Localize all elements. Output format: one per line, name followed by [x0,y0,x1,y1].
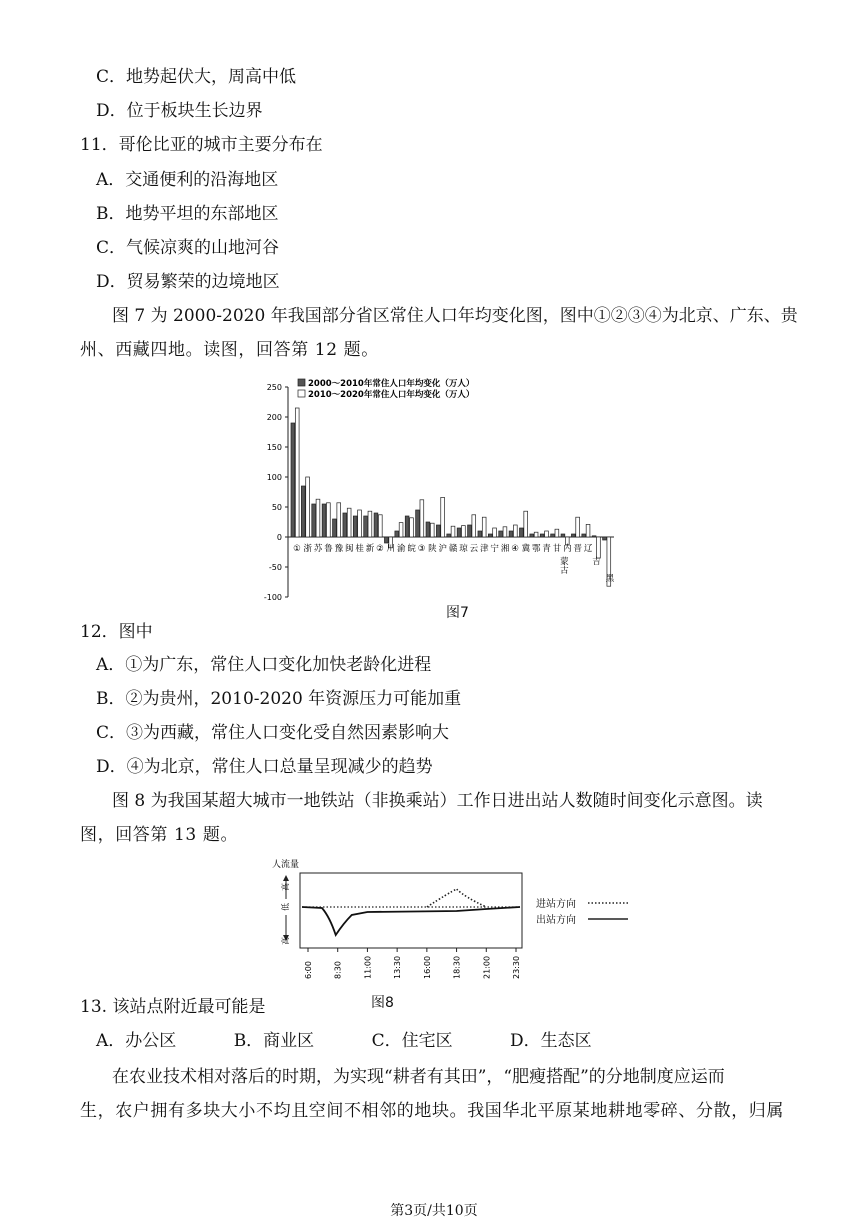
fig7-x-label: 青 [542,544,551,554]
fig7-y-tick-label: 100 [266,473,282,482]
page-footer: 第3页/共10页 [390,1203,478,1219]
fig8-legend-in: 进站方向 [536,899,576,910]
fig7-y-tick-label: 250 [266,383,282,392]
fig7-bar-2000-2010 [530,534,534,537]
fig7-bar-2000-2010 [384,537,388,543]
fig7-bar-2000-2010 [426,522,430,537]
fig7-bar-2000-2010 [447,534,451,537]
fig7-x-label: 晋 [573,544,583,554]
fig8-y-high-top: 高 [281,883,290,891]
fig7-x-label: 辽 [583,544,593,554]
fig7-x-label: 浙 [303,544,312,554]
fig7-bar-2010-2020 [295,408,299,537]
figure-7-bar-chart [252,375,622,607]
fig7-x-label: 鲁 [324,544,333,554]
fig7-bar-2010-2020 [410,518,414,537]
fig7-x-label: 新 [365,544,375,554]
q11-option-b: B．地势平坦的东部地区 [96,204,279,224]
q13-options [96,1030,644,1052]
fig7-bar-2010-2020 [306,477,310,537]
q12-option-c: C．③为西藏，常住人口变化受自然因素影响大 [96,723,450,743]
fig7-bar-2010-2020 [482,517,486,537]
q10-option-c: C．地势起伏大，周高中低 [96,67,297,87]
fig7-bar-2000-2010 [540,534,544,537]
fig7-legend-label-1: 2000～2010年常住人口年均变化（万人） [308,379,475,389]
fig8-x-tick-label: 16:00 [422,955,432,979]
q13-option-a: A．办公区 [96,1031,177,1051]
fig8-y-high-bottom: 高 [281,937,290,945]
fig7-y-tick-label: 50 [271,503,282,512]
q13-stem: 13. 该站点附近最可能是 [80,997,266,1017]
fig7-bar-2000-2010 [592,536,596,537]
fig7-bar-2000-2010 [291,423,295,537]
q10-option-d: D．位于板块生长边界 [96,101,263,121]
fig7-bar-2000-2010 [322,504,326,537]
fig7-x-label: 蒙 [560,557,569,567]
fig8-inbound-line [427,889,486,907]
fig7-x-label: 渝 [396,544,406,554]
fig8-x-tick-label: 18:30 [452,955,462,979]
fig7-bar-2000-2010 [520,528,524,537]
fig7-bar-2010-2020 [399,523,403,537]
fig7-x-label: 赣 [448,544,458,554]
q12-option-d: D．④为北京，常住人口总量呈现减少的趋势 [96,757,433,777]
q12-option-a: A．①为广东，常住人口变化加快老龄化进程 [96,655,432,675]
fig7-legend-swatch-1 [298,379,305,386]
q13-option-c: C．住宅区 [371,1031,453,1051]
q12-stem: 12．图中 [80,622,153,642]
intro12-line2: 州、西藏四地。读图，回答第 12 题。 [80,340,379,360]
fig7-bar-2010-2020 [524,511,528,537]
fig7-bar-2010-2020 [513,525,517,537]
fig7-bar-2000-2010 [374,513,378,537]
fig7-bar-2000-2010 [457,528,461,537]
fig7-bar-2010-2020 [347,508,351,537]
fig7-bar-2010-2020 [462,526,466,537]
q13-option-d: D．生态区 [510,1031,592,1051]
fig8-x-tick-label: 13:30 [393,955,403,979]
fig7-bar-2010-2020 [420,500,424,537]
fig7-x-label: 津 [480,544,489,554]
fig7-bar-2010-2020 [430,523,434,537]
fig7-x-label: 宁 [490,544,499,554]
fig7-bar-2000-2010 [395,531,399,537]
fig8-x-tick-label: 8:30 [333,961,343,979]
fig8-ylabel: 人流量 [272,860,300,870]
fig7-x-label: 陕 [428,544,437,554]
fig7-x-label: 桂 [355,544,364,554]
fig8-x-tick-label: 23:30 [512,955,521,979]
fig7-legend-label-2: 2010～2020年常住人口年均变化（万人） [308,390,475,400]
fig7-bar-2010-2020 [586,524,590,537]
fig7-bar-2010-2020 [441,497,445,537]
fig7-x-label: 黑 [605,574,615,584]
intro12-line1: 图 7 为 2000-2020 年我国部分省区常住人口年均变化图，图中①②③④为北京、广东、贵 [112,306,798,326]
fig7-x-label: 甘 [552,544,562,554]
figure-8-caption: 图8 [371,995,394,1011]
fig7-bar-2000-2010 [509,531,513,537]
fig7-bar-2000-2010 [603,537,607,540]
fig7-bar-2010-2020 [555,529,559,537]
fig7-x-label: 皖 [407,544,416,554]
fig7-bar-2000-2010 [416,510,420,537]
fig7-bar-2010-2020 [597,537,601,558]
intro14-line1: 在农业技术相对落后的时期，为实现“耕者有其田”，“肥瘦搭配”的分地制度应运而 [112,1067,725,1087]
fig7-x-label: 苏 [313,544,323,554]
fig8-x-tick-label: 6:00 [304,961,313,979]
fig7-y-tick-label: 200 [266,413,282,422]
fig7-bar-2010-2020 [451,526,455,537]
fig7-bar-2000-2010 [551,534,555,537]
fig7-x-label: 湘 [500,544,510,554]
fig7-x-label: 云 [469,544,479,554]
fig8-plot-frame [300,873,522,948]
fig7-bar-2010-2020 [368,511,372,537]
fig7-x-label: 古 [560,566,569,576]
fig7-x-label: 沪 [438,544,448,554]
fig7-x-label: ③ [417,544,426,554]
fig7-bar-2010-2020 [327,503,331,537]
fig7-bar-2010-2020 [337,503,341,537]
fig7-bar-2010-2020 [545,531,549,537]
figure-7-caption: 图7 [446,605,469,621]
fig7-legend-swatch-2 [298,390,305,397]
fig8-legend-out: 出站方向 [536,915,576,926]
q11-option-c: C．气候凉爽的山地河谷 [96,238,280,258]
fig7-bar-2000-2010 [488,534,492,537]
figure-8-line-chart [270,855,640,990]
q11-stem: 11．哥伦比亚的城市主要分布在 [80,135,323,155]
fig8-y-low-top: 低 [281,903,290,911]
fig7-bar-2010-2020 [472,515,476,537]
fig7-bar-2000-2010 [333,519,337,537]
fig7-bar-2010-2020 [576,517,580,537]
q12-option-b: B．②为贵州，2010-2020 年资源压力可能加重 [96,689,462,709]
fig7-bar-2010-2020 [316,499,320,537]
intro13-line2: 图，回答第 13 题。 [80,825,239,845]
fig8-outbound-line [302,907,520,935]
fig7-bar-2010-2020 [358,510,362,537]
fig7-bar-2000-2010 [468,525,472,537]
fig7-bar-2000-2010 [499,531,503,537]
fig7-y-tick-label: 0 [276,533,282,542]
intro13-line1: 图 8 为我国某超大城市一地铁站（非换乘站）工作日进出站人数随时间变化示意图。读 [112,791,763,811]
fig8-x-tick-label: 11:00 [363,955,373,979]
fig7-x-label: 川 [386,544,396,554]
intro14-line2: 生，农户拥有多块大小不均且空间不相邻的地块。我国华北平原某地耕地零碎、分散，归属 [80,1101,784,1121]
fig7-y-tick-label: -50 [268,563,282,572]
fig7-bar-2000-2010 [571,534,575,537]
fig7-bar-2000-2010 [312,504,316,537]
fig7-bar-2000-2010 [343,513,347,537]
fig7-x-label: 闽 [345,544,354,554]
fig8-x-tick-label: 21:00 [482,955,492,979]
fig7-bar-2000-2010 [582,534,586,537]
fig7-bar-2010-2020 [378,515,382,537]
fig7-bar-2000-2010 [561,534,565,537]
fig7-bar-2000-2010 [353,516,357,537]
fig7-y-tick-label: -100 [263,593,282,602]
fig7-x-label: 豫 [334,544,344,554]
fig7-x-label: ④ [511,544,519,554]
fig7-bar-2000-2010 [364,516,368,537]
fig7-x-label: ① [293,544,301,554]
fig7-bar-2010-2020 [534,532,538,537]
fig7-y-tick-label: 150 [266,443,282,452]
fig7-bar-2010-2020 [503,527,507,537]
fig7-x-label: 鄂 [531,544,541,554]
fig7-x-label: 冀 [521,544,531,554]
fig7-bar-2000-2010 [301,486,305,537]
fig7-x-label: 内 [563,544,572,554]
fig7-x-label: 琼 [459,544,468,554]
fig7-bar-2000-2010 [405,516,409,537]
fig7-x-label: 吉 [592,557,601,567]
q13-option-b: B．商业区 [233,1031,315,1051]
q11-option-d: D．贸易繁荣的边境地区 [96,272,280,292]
fig7-bar-2010-2020 [493,528,497,537]
fig7-bar-2000-2010 [436,525,440,537]
q11-option-a: A．交通便利的沿海地区 [96,170,279,190]
fig7-bar-2000-2010 [478,531,482,537]
fig7-x-label: ② [376,544,384,554]
